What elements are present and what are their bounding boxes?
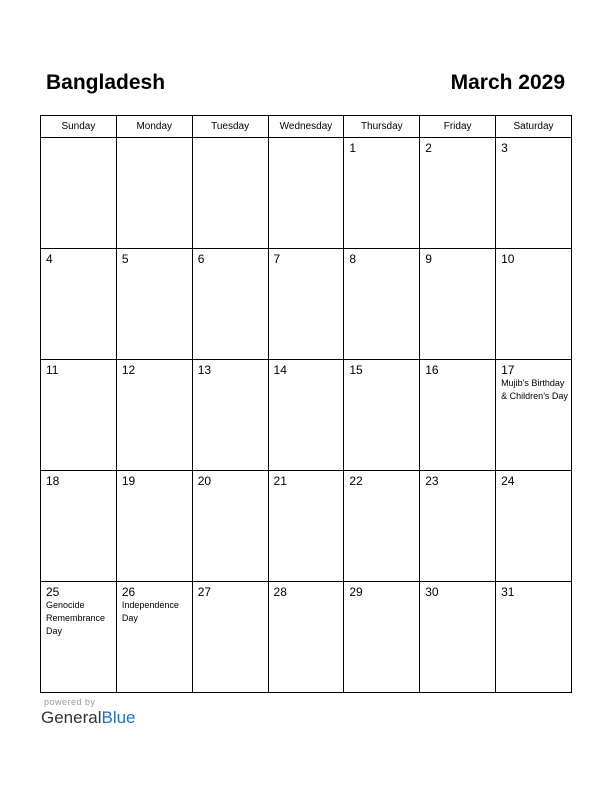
day-number: 2	[425, 141, 432, 155]
day-cell	[192, 360, 268, 471]
day-cell	[344, 471, 420, 582]
day-number: 20	[197, 474, 212, 488]
day-number: 24	[501, 474, 515, 488]
weekday-header-sunday: Sunday	[41, 116, 117, 138]
day-cell	[116, 138, 192, 249]
day-number: 12	[121, 363, 136, 377]
day-cell	[268, 360, 344, 471]
day-number: 11	[46, 363, 59, 377]
generalblue-logo	[41, 708, 136, 728]
day-cell	[496, 471, 572, 582]
week-row	[41, 582, 572, 693]
day-number: 6	[197, 252, 205, 266]
weekday-header-wednesday: Wednesday	[268, 116, 344, 138]
day-number: 13	[197, 363, 212, 377]
weekday-header-monday: Monday	[116, 116, 192, 138]
day-number: 18	[46, 474, 60, 488]
day-number: 21	[273, 474, 287, 488]
day-number: 1	[349, 141, 357, 155]
week-row	[41, 360, 572, 471]
day-number: 28	[273, 585, 287, 599]
day-number: 22	[349, 474, 363, 488]
day-cell	[496, 360, 572, 471]
day-cell	[496, 249, 572, 360]
weekday-header-friday: Friday	[420, 116, 496, 138]
day-number: 8	[349, 252, 357, 266]
day-cell	[41, 249, 117, 360]
week-row	[41, 249, 572, 360]
day-cell	[344, 582, 420, 693]
day-number: 3	[501, 141, 508, 155]
holiday-label: Independence Day	[121, 600, 179, 623]
day-cell	[344, 249, 420, 360]
day-cell	[496, 138, 572, 249]
day-cell	[41, 471, 117, 582]
weekday-header-saturday: Saturday	[496, 116, 572, 138]
day-cell	[192, 471, 268, 582]
day-number: 23	[425, 474, 439, 488]
day-cell	[344, 360, 420, 471]
day-cell	[420, 582, 496, 693]
day-number: 17	[501, 363, 515, 377]
day-cell	[192, 249, 268, 360]
day-number: 16	[425, 363, 439, 377]
day-number: 27	[197, 585, 212, 599]
brand-general-text: General	[41, 708, 102, 727]
country-title: Bangladesh	[46, 71, 166, 94]
day-cell	[41, 360, 117, 471]
weekday-header-thursday: Thursday	[344, 116, 420, 138]
day-number: 25	[46, 585, 60, 599]
week-row	[41, 138, 572, 249]
day-cell	[268, 582, 344, 693]
calendar-grid	[40, 115, 572, 693]
day-number: 31	[501, 585, 515, 599]
week-row	[41, 471, 572, 582]
month-year-title: March 2029	[450, 71, 565, 94]
day-cell	[192, 138, 268, 249]
day-cell	[268, 471, 344, 582]
day-number: 10	[501, 252, 515, 266]
day-cell	[496, 582, 572, 693]
day-number: 15	[349, 363, 363, 377]
day-cell	[268, 249, 344, 360]
day-number: 4	[46, 252, 53, 266]
day-cell	[116, 360, 192, 471]
day-cell	[420, 249, 496, 360]
day-cell	[420, 471, 496, 582]
day-cell	[41, 582, 117, 693]
holiday-label: Genocide Remembrance Day	[46, 600, 106, 636]
day-cell	[41, 138, 117, 249]
brand-blue-text: Blue	[101, 708, 136, 727]
day-number: 19	[121, 474, 136, 488]
day-cell	[344, 138, 420, 249]
day-number: 29	[349, 585, 363, 599]
day-number: 30	[425, 585, 439, 599]
day-cell	[116, 471, 192, 582]
day-cell	[420, 360, 496, 471]
weekday-header-tuesday: Tuesday	[192, 116, 268, 138]
weekday-header-row	[41, 116, 572, 138]
day-number: 9	[425, 252, 432, 266]
day-cell	[116, 582, 192, 693]
day-cell	[268, 138, 344, 249]
calendar-body	[41, 138, 572, 693]
powered-by-text: powered by	[44, 697, 96, 707]
day-cell	[420, 138, 496, 249]
day-number: 5	[121, 252, 129, 266]
day-number: 7	[273, 252, 281, 266]
holiday-label: Mujib’s Birthday & Children’s Day	[501, 378, 568, 401]
day-number: 26	[121, 585, 136, 599]
day-cell	[116, 249, 192, 360]
day-cell	[192, 582, 268, 693]
day-number: 14	[273, 363, 287, 377]
